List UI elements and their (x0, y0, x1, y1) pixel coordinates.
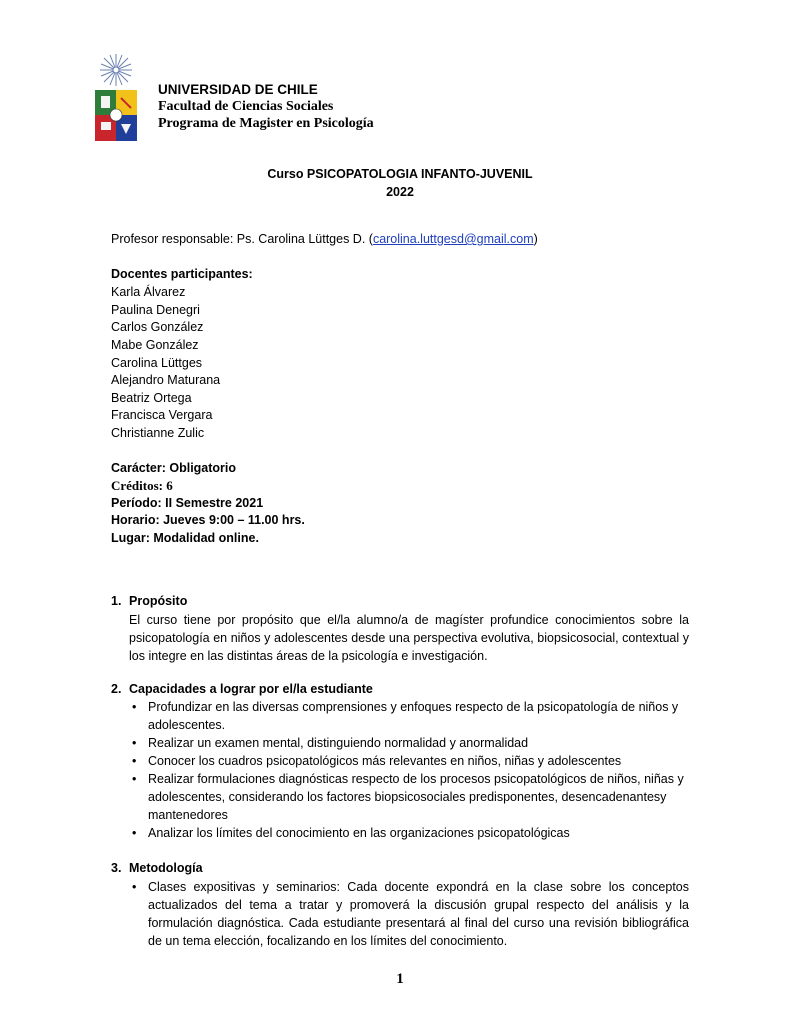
section-number: 1. (111, 594, 122, 608)
list-item: • Realizar formulaciones diagnósticas respecto de los procesos psicopatológicos de niños, niñas y adolescentes, considerando los factores biopsicosociales predisponentes, desencadenantesy mantenedores (129, 770, 689, 824)
teacher-name: Carolina Lüttges (111, 356, 203, 370)
section-title-metodologia: Metodología (129, 861, 203, 875)
teachers-heading: Docentes participantes: (111, 267, 253, 281)
teacher-name: Karla Álvarez (111, 285, 186, 299)
professor-suffix: ) (533, 232, 538, 246)
course-character: Carácter: Obligatorio (111, 461, 237, 475)
course-credits: Créditos: 6 (111, 478, 173, 493)
course-schedule: Horario: Jueves 9:00 – 11.00 hrs. (111, 513, 305, 527)
list-item: • Profundizar en las diversas comprensiones y enfoques respecto de la psicopatología de niños y adolescentes. (129, 698, 689, 734)
capacidades-list (129, 698, 689, 842)
teacher-name: Francisca Vergara (111, 408, 213, 422)
section-number: 2. (111, 682, 122, 696)
metodologia-list (129, 878, 689, 950)
university-name: UNIVERSIDAD DE CHILE (158, 82, 318, 97)
program-name: Programa de Magister en Psicología (158, 116, 374, 131)
professor-prefix: Profesor responsable: Ps. Carolina Lüttges D. ( (111, 232, 373, 246)
university-logo (93, 52, 139, 144)
section-title-capacidades: Capacidades a lograr por el/la estudiante (129, 682, 373, 696)
list-item: • Realizar un examen mental, distinguiendo normalidad y anormalidad (129, 734, 689, 752)
section-title-proposito: Propósito (129, 594, 188, 608)
professor-line (111, 232, 538, 246)
course-year: 2022 (386, 185, 414, 199)
list-item: • Analizar los límites del conocimiento en las organizaciones psicopatológicas (129, 824, 689, 842)
list-item: • Clases expositivas y seminarios: Cada docente expondrá en la clase sobre los conceptos actualizados del tema a tratar y promoverá la discusión grupal respecto del análisis y la formulación diagnóstica. Cada estudiante presentará al final del curso una revisión bibliográfica de un tema elección, focalizando en los límites del conocimiento. (129, 878, 689, 950)
teacher-name: Paulina Denegri (111, 303, 200, 317)
teacher-name: Beatriz Ortega (111, 391, 192, 405)
teacher-name: Christianne Zulic (111, 426, 205, 440)
teacher-name: Mabe González (111, 338, 199, 352)
professor-email-link[interactable]: carolina.luttgesd@gmail.com (372, 232, 534, 246)
section-proposito-text: El curso tiene por propósito que el/la alumno/a de magíster profundice conocimientos sobre la psicopatología en niños y adolescentes desde una perspectiva evolutiva, biopsicosocial, contextual y los integre en las distintas áreas de la psicología e investigación. (129, 613, 689, 663)
course-period: Período: II Semestre 2021 (111, 496, 264, 510)
faculty-name: Facultad de Ciencias Sociales (158, 99, 334, 114)
section-number: 3. (111, 861, 122, 875)
course-title: Curso PSICOPATOLOGIA INFANTO-JUVENIL (267, 167, 533, 181)
list-item: • Conocer los cuadros psicopatológicos más relevantes en niños, niñas y adolescentes (129, 752, 689, 770)
course-location: Lugar: Modalidad online. (111, 531, 259, 545)
page-number: 1 (396, 971, 404, 987)
shield (95, 90, 137, 141)
teacher-name: Carlos González (111, 320, 204, 334)
teacher-name: Alejandro Maturana (111, 373, 221, 387)
